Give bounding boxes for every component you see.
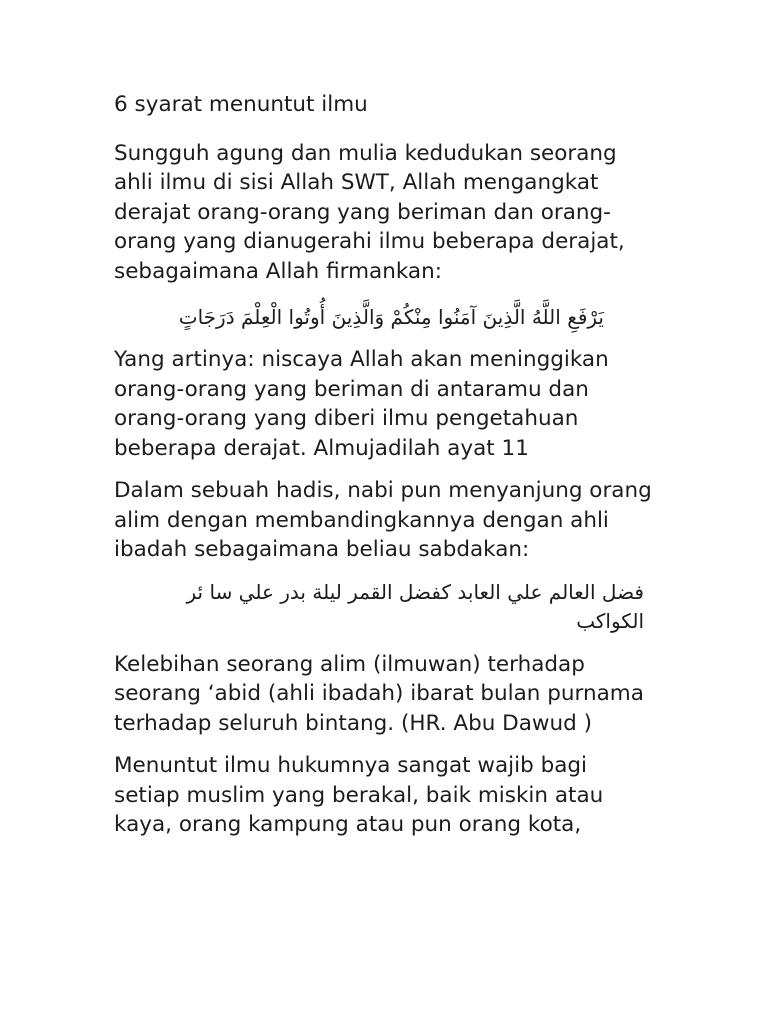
paragraph-intro: Sungguh agung dan mulia kedudukan seorang ahli ilmu di sisi Allah SWT, Allah mengangkat derajat orang-orang yang beriman dan orang-orang yang dianugerahi ilmu beberapa derajat, sebagaimana Allah firmankan: xyxy=(114,140,625,284)
paragraph-hadith-intro: Dalam sebuah hadis, nabi pun menyanjung orang alim dengan membandingkannya dengan ahli ibadah sebagaimana beliau sabdakan: xyxy=(114,478,652,562)
document-page xyxy=(114,90,654,853)
paragraph-verse-translation: Yang artinya: niscaya Allah akan meninggikan orang-orang yang beriman di antaramu dan orang-orang yang diberi ilmu pengetahuan beberapa derajat. Almujadilah ayat 11 xyxy=(114,347,609,461)
paragraph-hadith-translation: Kelebihan seorang alim (ilmuwan) terhadap seorang ‘abid (ahli ibadah) ibarat bulan purnama terhadap seluruh bintang. (HR. Abu Dawud ) xyxy=(114,651,644,736)
paragraph-obligation: Menuntut ilmu hukumnya sangat wajib bagi setiap muslim yang berakal, baik miskin atau kaya, orang kampung atau pun orang kota, xyxy=(114,753,604,837)
quran-verse-arabic: يَرْفَعِ اللَّهُ الَّذِينَ آمَنُوا مِنْكُمْ وَالَّذِينَ أُوتُوا الْعِلْمَ دَرَجَاتٍ xyxy=(178,305,604,329)
document-title: 6 syarat menuntut ilmu xyxy=(114,92,368,117)
hadith-arabic: فضل العالم علي العابد كفضل القمر ليلة بدر علي سا ئر الكواكب xyxy=(186,579,644,633)
